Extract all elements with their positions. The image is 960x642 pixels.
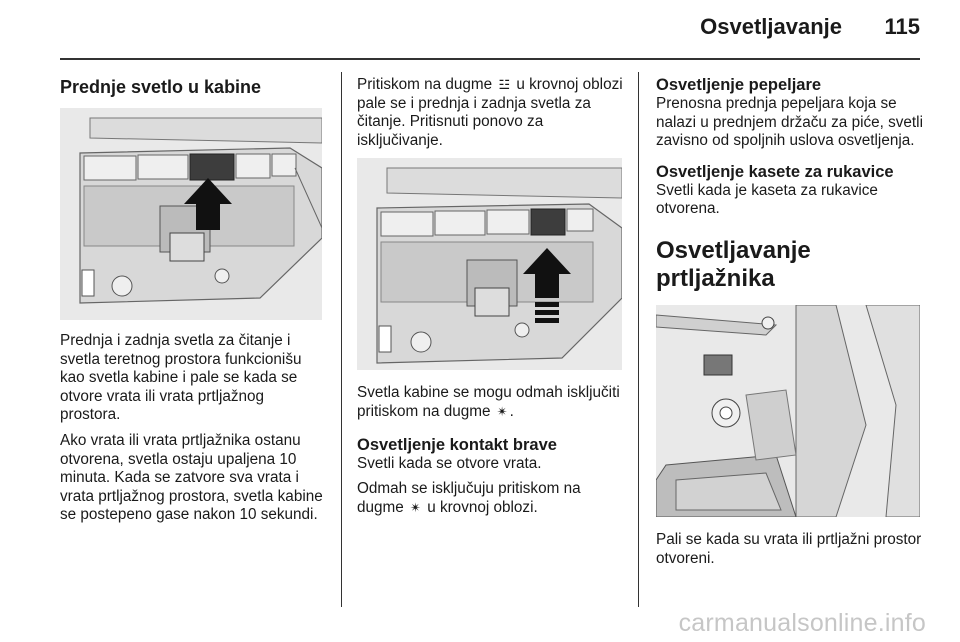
page-number: 115: [884, 14, 920, 39]
lamp-off-icon: ✴: [496, 403, 508, 419]
column-1: [60, 76, 328, 532]
paragraph: Prenosna prednja pepeljara koja se nalazi u prednjem držaču za piće, svetli zavisno od spoljnih uslova osvetljenja.: [656, 95, 923, 150]
header-divider: [60, 58, 920, 60]
roof-console-illustration: [60, 108, 322, 320]
caption: Pali se kada su vrata ili prtljažni prostor otvoreni.: [656, 530, 922, 567]
column-2: [357, 76, 627, 524]
section-heading: Osvetljavanje prtljažnika: [656, 236, 811, 292]
paragraph: Svetli kada je kaseta za rukavice otvorena.: [656, 181, 878, 218]
reading-lamp-icon: ☳: [498, 77, 511, 92]
roof-console-illustration-2: [357, 158, 622, 370]
watermark: carmanualsonline.info: [678, 609, 926, 637]
caption: [357, 384, 627, 421]
text: Svetla kabine se mogu odmah isključiti pritiskom na dugme: [357, 384, 620, 420]
text: u krovnoj oblozi.: [427, 498, 538, 516]
subheading: Osvetljenje kontakt brave: [357, 435, 557, 454]
subheading: Osvetljenje pepeljare: [656, 76, 822, 94]
column-divider-2: [638, 72, 639, 607]
subheading: Osvetljenje kasete za rukavice: [656, 162, 894, 181]
column-3: [656, 76, 926, 575]
paragraph: Ako vrata ili vrata prtljažnika ostanu otvorena, svetla ostaju upaljena 10 minuta. Kada se zatvore sva vrata i vrata prtljažnog prostora, svetla kabine se postepeno gase nakon 10 sekundi.: [60, 431, 323, 524]
text: Pritiskom na dugme: [357, 76, 493, 93]
lamp-off-icon: ✴: [410, 499, 421, 515]
text: Odmah se isključuju pritiskom na dugme: [357, 480, 581, 516]
trunk-light-illustration: [656, 305, 920, 517]
text: .: [509, 402, 514, 420]
paragraph: [357, 76, 627, 150]
paragraph: Prednja i zadnja svetla za čitanje i svetla teretnog prostora funkcionišu kao svetla kabine i pale se kada se otvore vrata ili vrata prtljažnog prostora.: [60, 332, 302, 424]
text: u krovnoj oblozi pale se i prednja i zadnja svetla za čitanje. Pritisnuti ponovo za isključivanje.: [357, 76, 623, 149]
paragraph: Svetli kada se otvore vrata.: [357, 454, 542, 472]
chapter-title: Osvetljavanje: [700, 14, 842, 39]
column-divider-1: [341, 72, 342, 607]
section-heading: Prednje svetlo u kabine: [60, 77, 262, 97]
paragraph: [357, 480, 627, 517]
